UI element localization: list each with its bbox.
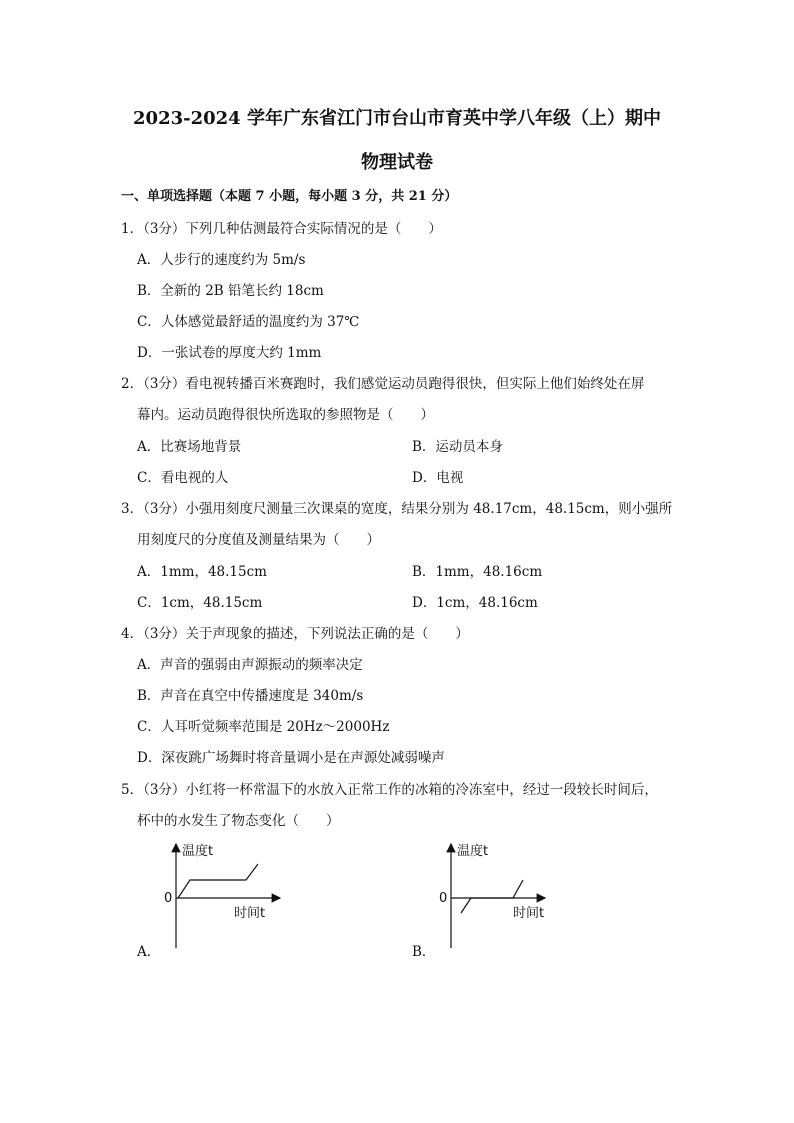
question-3-option-a: A．1mm，48.15cm	[137, 564, 267, 580]
question-3-option-c: C．1cm，48.15cm	[137, 595, 263, 611]
question-5-graph-a	[150, 836, 300, 954]
question-1-option-d: D．一张试卷的厚度大约 1mm	[137, 345, 322, 361]
question-5-stem-line-1: 5．（3分）小红将一杯常温下的水放入正常工作的冰箱的冷冻室中，经过一段较长时间后，	[121, 782, 658, 798]
question-4-option-d: D．深夜跳广场舞时将音量调小是在声源处减弱噪声	[137, 750, 445, 766]
x-axis-label: 时间t	[234, 906, 266, 921]
question-2-option-c: C．看电视的人	[137, 470, 229, 486]
section-heading: 一、单项选择题（本题 7 小题，每小题 3 分，共 21 分）	[121, 189, 458, 204]
question-4-option-b: B．声音在真空中传播速度是 340m/s	[137, 688, 364, 704]
question-3-option-d: D．1cm，48.16cm	[412, 595, 538, 611]
question-1-stem: 1．（3分）下列几种估测最符合实际情况的是（ ）	[121, 221, 442, 237]
question-4-stem: 4．（3分）关于声现象的描述，下列说法正确的是（ ）	[121, 626, 469, 642]
question-5-option-a: A．	[137, 944, 161, 960]
question-5-stem-line-2: 杯中的水发生了物态变化（ ）	[137, 813, 340, 829]
question-3-option-b: B．1mm，48.16cm	[412, 564, 543, 580]
x-axis-label: 时间t	[513, 906, 545, 921]
question-1-option-b: B．全新的 2B 铅笔长约 18cm	[137, 283, 324, 299]
question-1-option-c: C．人体感觉最舒适的温度约为 37℃	[137, 314, 360, 330]
paper-title-line-1: 2023-2024 学年广东省江门市台山市育英中学八年级（上）期中	[133, 108, 661, 129]
question-5-option-b: B．	[412, 944, 436, 960]
question-3-stem-line-1: 3．（3分）小强用刻度尺测量三次课桌的宽度，结果分别为 48.17cm，48.15cm，则小强所	[121, 501, 673, 517]
question-2-option-d: D．电视	[412, 470, 464, 486]
question-5-graph-b	[425, 836, 575, 954]
origin-label: 0	[439, 891, 448, 906]
question-3-stem-line-2: 用刻度尺的分度值及测量结果为（ ）	[137, 532, 380, 548]
question-2-option-b: B．运动员本身	[412, 439, 503, 455]
question-2-stem-line-1: 2．（3分）看电视转播百米赛跑时，我们感觉运动员跑得很快，但实际上他们始终处在屏	[121, 376, 645, 392]
question-4-option-c: C．人耳听觉频率范围是 20Hz～2000Hz	[137, 719, 390, 735]
origin-label: 0	[164, 891, 173, 906]
question-2-option-a: A．比赛场地背景	[137, 439, 242, 455]
y-axis-label: 温度t	[182, 844, 214, 859]
temperature-curve	[178, 864, 258, 898]
question-2-stem-line-2: 幕内。运动员跑得很快所选取的参照物是（ ）	[137, 407, 434, 423]
y-axis-label: 温度t	[457, 844, 489, 859]
question-1-option-a: A．人步行的速度约为 5m/s	[137, 252, 306, 268]
question-4-option-a: A．声音的强弱由声源振动的频率决定	[137, 657, 363, 673]
paper-title-line-2: 物理试卷	[361, 152, 433, 173]
